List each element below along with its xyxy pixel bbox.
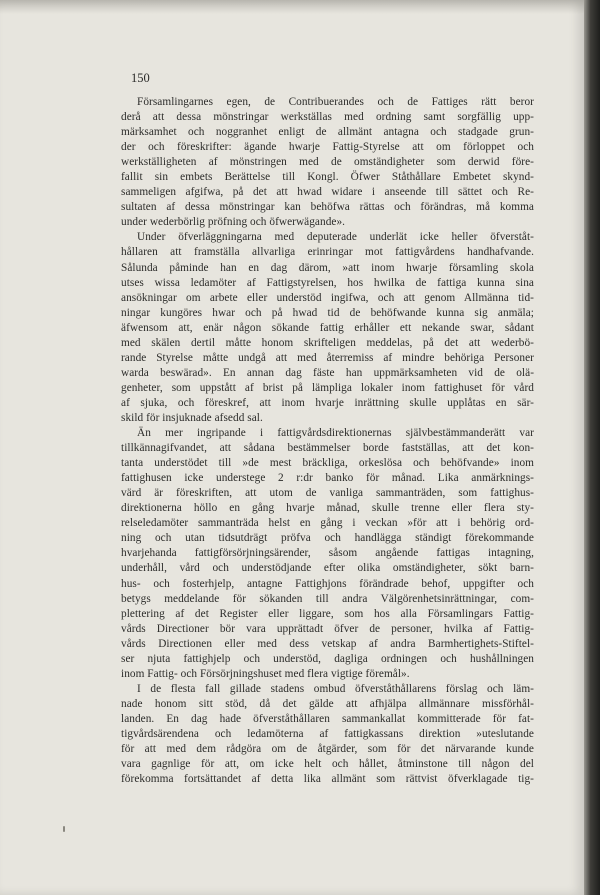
text-line: warda beswärad». En annan dag fäste han uppmärksamheten vid de olä- xyxy=(121,366,534,379)
text-line: Under öfverläggningarna med deputerade underlät icke heller öfverståt- xyxy=(137,231,534,244)
text-line: ningar kungöres hwar och på hwad tid de behöfwande kunna sig anmäla; xyxy=(121,306,534,319)
stray-ink-mark xyxy=(63,826,65,832)
text-line: hus- och fosterhjelp, antagne Fattighjons förändrade behof, uppgifter och xyxy=(121,577,534,590)
text-line: fattighusen icke understege 2 r:dr banko för månad. Lika anmärknings- xyxy=(121,472,534,485)
text-line: direktionerna höllo en gång hvarje månad, skulle trenne eller flera sty- xyxy=(121,502,534,515)
text-line: vårds Directioner bör vara upprättadt öfver de personer, hvilka af Fattig- xyxy=(121,622,534,635)
text-line: hvarjehanda fattigförsörjningsärender, såsom angående fattigas intagning, xyxy=(121,547,534,560)
text-line: Sålunda påminde han en dag därom, »att inom hwarje församling skola xyxy=(121,261,534,274)
text-line: werkställigheten af mönstringen med de omständigheter som derwid före- xyxy=(121,156,534,169)
text-line: ser njuta fattighjelp och understöd, dagliga ordningen och hushållningen xyxy=(121,652,534,665)
text-line: med skälen dertil måtte honom skrifteligen meddelas, på det att wederbö- xyxy=(121,336,534,349)
text-line: nade honom sitt stöd, då det gälde att afhjälpa allmännare missförhål- xyxy=(121,697,534,710)
text-line: värd är föreskriften, att utom de vanliga sammanträden, som fattighus- xyxy=(121,487,534,500)
text-line: äfwensom att, enär någon sökande fattig erhåller ett nekande swar, sådant xyxy=(121,321,534,334)
text-line: I de flesta fall gillade stadens ombud öfverståthållarens förslag och läm- xyxy=(137,682,534,695)
body-text xyxy=(121,95,534,787)
text-line: derå att dessa mönstringar werkställas med ordning samt sorgfällig upp- xyxy=(121,111,534,124)
text-line: tillkännagifvandet, att sådana bestämmelser borde fastställas, att det kon- xyxy=(121,442,534,455)
text-line: Än mer ingripande i fattigvårdsdirektionernas självbestämmanderätt var xyxy=(137,427,534,440)
text-line: Församlingarnes egen, de Contribuerandes och de Fattiges rätt beror xyxy=(137,96,534,108)
text-line: ning och utan tidsutdrägt pröfva och handlägga ständigt förekommande xyxy=(121,532,534,545)
text-line: sultaten af dessa mönstringar kan behöfwa rättas och förändras, må komma xyxy=(121,201,534,214)
text-line: sammeligen afgifwa, på det att hwad widare i anseende till sättet och Re- xyxy=(121,186,534,199)
text-line: der och föreskrifter: ägande hwarje Fattig-Styrelse att om förloppet och xyxy=(121,141,534,154)
text-line: för att med dem rådgöra om de åtgärder, som för det närvarande kunde xyxy=(121,743,534,756)
text-line: underhåll, vård och understödjande efter olika omständigheter, sökt barn- xyxy=(121,562,534,575)
text-line: inom Fattig- och Försörjningshuset med flera vigtige föremål». xyxy=(121,667,410,680)
page-top-shadow xyxy=(0,0,584,14)
text-line: relseledamöter sammanträda helst en gång i veckan »för att i behörig ord- xyxy=(121,517,534,530)
text-line: hållaren att framställa allvarliga erinringar mot fattigvårdens handhafvande. xyxy=(121,246,534,259)
text-line: plettering af det Register eller liggare, som hos alla Församlingars Fattig- xyxy=(121,607,534,620)
text-line: märksamhet och noggranhet enligt de allmänt antagna och stadgade grun- xyxy=(121,126,534,139)
text-line: genheter, som uppstått af brist på lämpliga lokaler inom fattighuset för vård xyxy=(121,381,534,394)
text-line: vårds Directionen eller med dess vetskap af andra Barmhertighets-Stiftel- xyxy=(121,637,534,650)
text-line: utses wissa ledamöter af Fattigstyrelsen, hos hwilka de fattiga kunna sina xyxy=(121,276,534,289)
book-spine-edge xyxy=(584,0,600,895)
text-line: landen. En dag hade öfverståthållaren sammankallat kommitterade för fat- xyxy=(121,712,534,725)
text-line: fallit sin embets Berättelse till Kongl. Öfwer Ståthållare Embetet skynd- xyxy=(121,171,534,184)
page-number: 150 xyxy=(131,71,150,85)
text-line: tanta understödet till »de mest bräckliga, orkeslösa och behöfvande» inom xyxy=(121,457,534,470)
text-line: af sjuka, och föreskref, att inom hvarje inrättning skulle upplåtas en sär- xyxy=(121,396,534,409)
text-line: ansökningar om arbete eller understöd ingifwa, och att genom Allmänna tid- xyxy=(121,291,534,304)
text-line: tigvårdsärendena och ledamöterna af fattigkassans direktion »uteslutande xyxy=(121,727,534,740)
text-line: rande Styrelse måtte undgå att med återremiss af mindre behöriga Personer xyxy=(121,351,534,364)
text-line: betygs meddelande för sökanden till andra Välgörenhetsinrättningar, com- xyxy=(121,592,534,605)
text-line: skild för insjuknade afsedd sal. xyxy=(121,411,263,424)
text-line: förekomma fortsättandet af detta lika allmänt som rättvist öfverklagade tig- xyxy=(121,773,534,786)
text-line: under wederbörlig pröfning och öfwerwägande». xyxy=(121,216,346,229)
text-line: vara gagnlige för att, om icke helt och hållet, åtminstone till någon del xyxy=(121,758,534,771)
